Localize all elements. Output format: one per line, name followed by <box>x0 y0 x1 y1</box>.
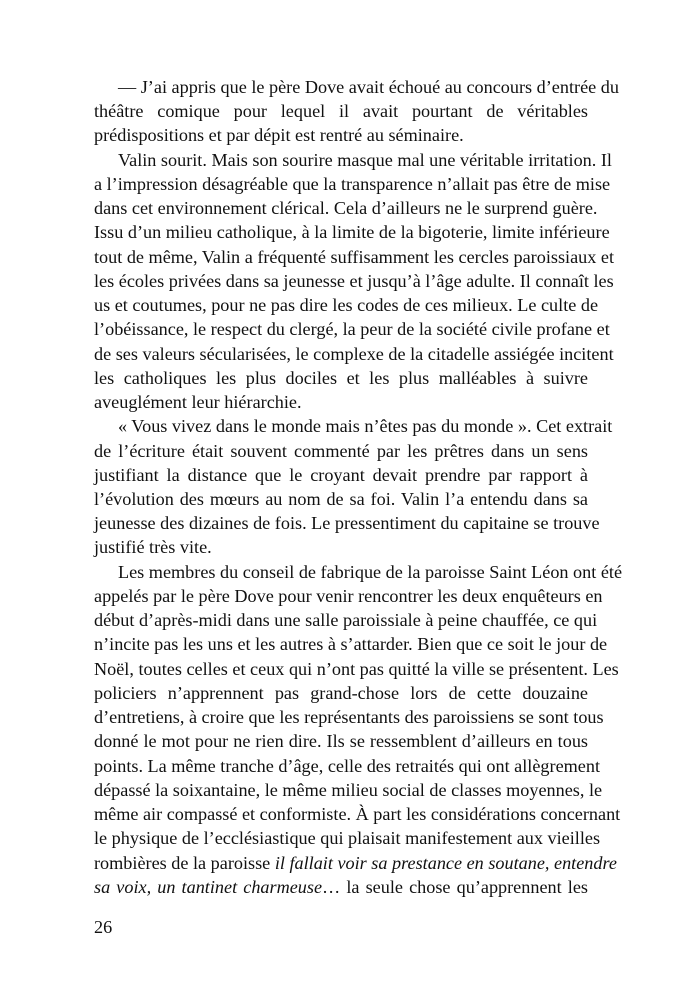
text-span: a l’impression désagréable que la transparence n’allait pas être de mise <box>94 173 611 194</box>
text-line <box>94 390 588 414</box>
text-line <box>94 293 599 317</box>
text-line <box>94 317 610 341</box>
text-span: points. La même tranche d’âge, celle des retraités qui ont allègrement <box>94 755 601 776</box>
text-line <box>94 269 614 293</box>
text-line <box>94 851 617 875</box>
text-span: Issu d’un milieu catholique, à la limite de la bigoterie, limite inférieure <box>94 222 610 243</box>
text-line <box>94 463 588 487</box>
text-span: — J’ai appris que le père Dove avait échoué au concours d’entrée du <box>118 77 619 97</box>
text-span: prédispositions et par dépit est rentré au séminaire. <box>94 125 464 146</box>
text-span: Valin sourit. Mais son sourire masque mal une véritable irritation. Il <box>118 149 612 170</box>
text-line <box>94 123 588 147</box>
text-span: théâtre comique pour lequel il avait pourtant de véritables <box>94 101 588 122</box>
text-span: de l’écriture était souvent commenté par les prêtres dans un sens <box>94 440 588 461</box>
text-line <box>94 75 619 99</box>
text-span: les catholiques les plus dociles et les plus malléables à suivre <box>94 367 588 388</box>
text-line <box>94 584 603 608</box>
text-line <box>94 875 588 899</box>
text-line <box>94 220 610 244</box>
text-span: … la seule chose qu’apprennent les <box>322 876 588 897</box>
text-line <box>94 657 619 681</box>
text-line <box>94 778 603 802</box>
text-span: même air compassé et conformiste. À part les considérations concernant <box>94 804 621 825</box>
text-span: rombières de la paroisse <box>94 852 275 873</box>
text-line <box>94 172 611 196</box>
text-line <box>94 802 621 826</box>
text-span: le physique de l’ecclésiastique qui plaisait manifestement aux vieilles <box>94 828 601 849</box>
text-line <box>94 560 623 584</box>
text-line <box>94 196 598 220</box>
text-line <box>94 608 598 632</box>
text-span: Noël, toutes celles et ceux qui n’ont pas quitté la ville se présentent. Les <box>94 658 619 679</box>
text-span: l’obéissance, le respect du clergé, la peur de la société civile profane et <box>94 319 610 340</box>
text-line <box>94 99 588 123</box>
text-span: justifié très vite. <box>94 537 212 558</box>
text-line <box>94 681 588 705</box>
text-span: dans cet environnement clérical. Cela d’ailleurs ne le surprend guère. <box>94 198 598 219</box>
text-span: n’incite pas les uns et les autres à s’attarder. Bien que ce soit le jour de <box>94 634 608 655</box>
text-line <box>94 148 612 172</box>
text-line <box>94 754 601 778</box>
text-line <box>94 245 615 269</box>
text-line <box>94 487 588 511</box>
text-span: aveuglément leur hiérarchie. <box>94 392 302 413</box>
text-line <box>94 729 588 753</box>
text-line <box>94 705 604 729</box>
text-line <box>94 511 600 535</box>
text-line <box>94 535 588 559</box>
text-line <box>94 632 608 656</box>
text-span: us et coutumes, pour ne pas dire les codes de ces milieux. Le culte de <box>94 295 599 316</box>
italic-text: il fallait voir sa prestance en soutane, entendre <box>274 852 617 873</box>
text-span: dépassé la soixantaine, le même milieu social de classes moyennes, le <box>94 779 603 800</box>
text-span: appelés par le père Dove pour venir rencontrer les deux enquêteurs en <box>94 585 603 606</box>
text-span: tout de même, Valin a fréquenté suffisamment les cercles paroissiaux et <box>94 246 615 267</box>
text-span: Les membres du conseil de fabrique de la paroisse Saint Léon ont été <box>118 561 623 582</box>
text-line <box>94 342 614 366</box>
text-span: début d’après-midi dans une salle paroissiale à peine chauffée, ce qui <box>94 610 598 631</box>
text-span: policiers n’apprennent pas grand-chose lors de cette douzaine <box>94 682 588 703</box>
text-span: de ses valeurs sécularisées, le complexe de la citadelle assiégée incitent <box>94 343 614 364</box>
text-line <box>94 439 588 463</box>
italic-text: sa voix, un tantinet charmeuse <box>94 876 323 897</box>
text-span: donné le mot pour ne rien dire. Ils se ressemblent d’ailleurs en tous <box>94 731 588 752</box>
body-text <box>94 75 623 899</box>
text-line <box>94 366 588 390</box>
text-span: l’évolution des mœurs au nom de sa foi. Valin l’a entendu dans sa <box>94 488 588 509</box>
text-line <box>94 826 601 850</box>
page-number: 26 <box>94 917 113 937</box>
text-line <box>94 414 613 438</box>
text-span: jeunesse des dizaines de fois. Le pressentiment du capitaine se trouve <box>94 513 600 534</box>
text-span: « Vous vivez dans le monde mais n’êtes pas du monde ». Cet extrait <box>118 416 613 437</box>
text-span: d’entretiens, à croire que les représentants des paroissiens se sont tous <box>94 707 604 728</box>
text-span: les écoles privées dans sa jeunesse et jusqu’à l’âge adulte. Il connaît les <box>94 270 614 291</box>
text-span: justifiant la distance que le croyant devait prendre par rapport à <box>94 464 588 485</box>
